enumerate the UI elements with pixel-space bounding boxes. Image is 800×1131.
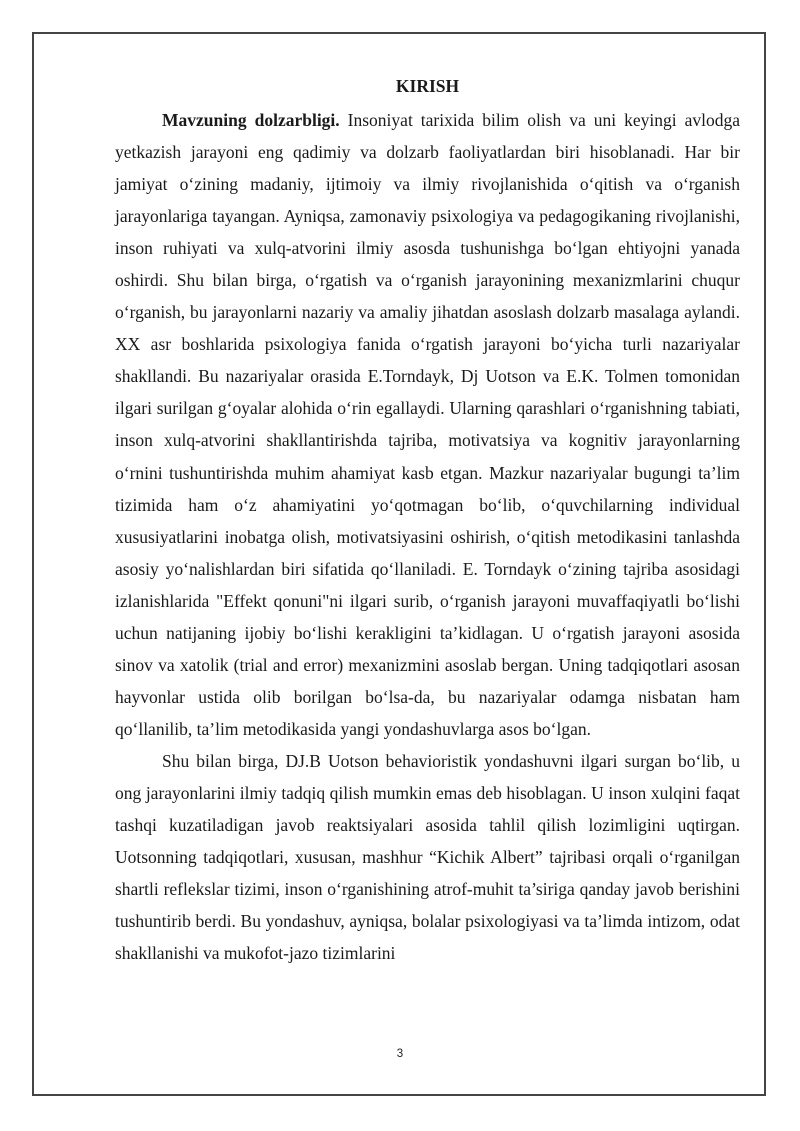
page-number: 3 bbox=[396, 1048, 404, 1060]
document-body bbox=[115, 68, 740, 969]
paragraph-lead-bold: Mavzuning dolzarbligi. bbox=[162, 110, 340, 130]
paragraph-text: Insoniyat tarixida bilim olish va uni keyingi avlodga yetkazish jarayoni eng qadimiy va dolzarb faoliyatlardan biri hisoblanadi. Har bir jamiyat o‘zining madaniy, ijtimoiy va ilmiy rivojlanishida o‘qitish va o‘rganish jarayonlariga tayangan. Ayniqsa, zamonaviy psixologiya va pedagogikaning rivojlanishi, inson ruhiyati va xulq-atvorini ilmiy asosda tushunishga bo‘lgan ehtiyojni yanada oshirdi. Shu bilan birga, o‘rgatish va o‘rganish jarayonining mexanizmlarini chuqur o‘rganish, bu jarayonlarni nazariy va amaliy jihatdan asoslash dolzarb masalaga aylandi. XX asr boshlarida psixologiya fanida o‘rgatish jarayoni bo‘yicha turli nazariyalar shakllandi. Bu nazariyalar orasida E.Torndayk, Dj Uotson va E.K. Tolmen tomonidan ilgari surilgan g‘oyalar alohida o‘rin egallaydi. Ularning qarashlari o‘rganishning tabiati, inson xulq-atvorini shakllantirishda tajriba, motivatsiya va kognitiv jarayonlarning o‘rnini tushuntirishda muhim ahamiyat kasb etgan. Mazkur nazariyalar bugungi ta’lim tizimida ham o‘z ahamiyatini yo‘qotmagan bo‘lib, o‘quvchilarning individual xususiyatlarini inobatga olish, motivatsiyasini oshirish, o‘qitish metodikasini tanlashda asosiy yo‘nalishlardan biri sifatida qo‘llaniladi. E. Torndayk o‘zining tajriba asosidagi izlanishlarida "Effekt qonuni"ni ilgari surib, o‘rganish jarayoni muvaffaqiyatli bo‘lishi uchun natijaning ijobiy bo‘lishi kerakligini ta’kidlagan. U o‘rgatish jarayoni asosida sinov va xatolik (trial and error) mexanizmini asoslab bergan. Uning tadqiqotlari asosan hayvonlar ustida olib borilgan bo‘lsa-da, bu nazariyalar odamga nisbatan ham qo‘llanilib, ta’lim metodikasida yangi yondashuvlarga asos bo‘lgan. bbox=[115, 110, 740, 739]
paragraph-watson bbox=[115, 745, 740, 969]
paragraph-text: Shu bilan birga, DJ.B Uotson behavioristik yondashuvni ilgari surgan bo‘lib, u ong jarayonlarini ilmiy tadqiq qilish mumkin emas deb hisoblagan. U inson xulqini faqat tashqi kuzatiladigan javob reaktsiyalari asosida tahlil qilish lozimligini uqtirgan. Uotsonning tadqiqotlari, xususan, mashhur “Kichik Albert” tajribasi orqali o‘rganilgan shartli reflekslar tizimi, inson o‘rganishining atrof-muhit ta’siriga qanday javob berishini tushuntirib berdi. Bu yondashuv, ayniqsa, bolalar psixologiyasi va ta’limda intizom, odat shakllanishi va mukofot-jazo tizimlarini bbox=[115, 750, 740, 964]
section-heading: KIRISH bbox=[395, 76, 460, 96]
paragraph-relevance bbox=[115, 104, 740, 745]
